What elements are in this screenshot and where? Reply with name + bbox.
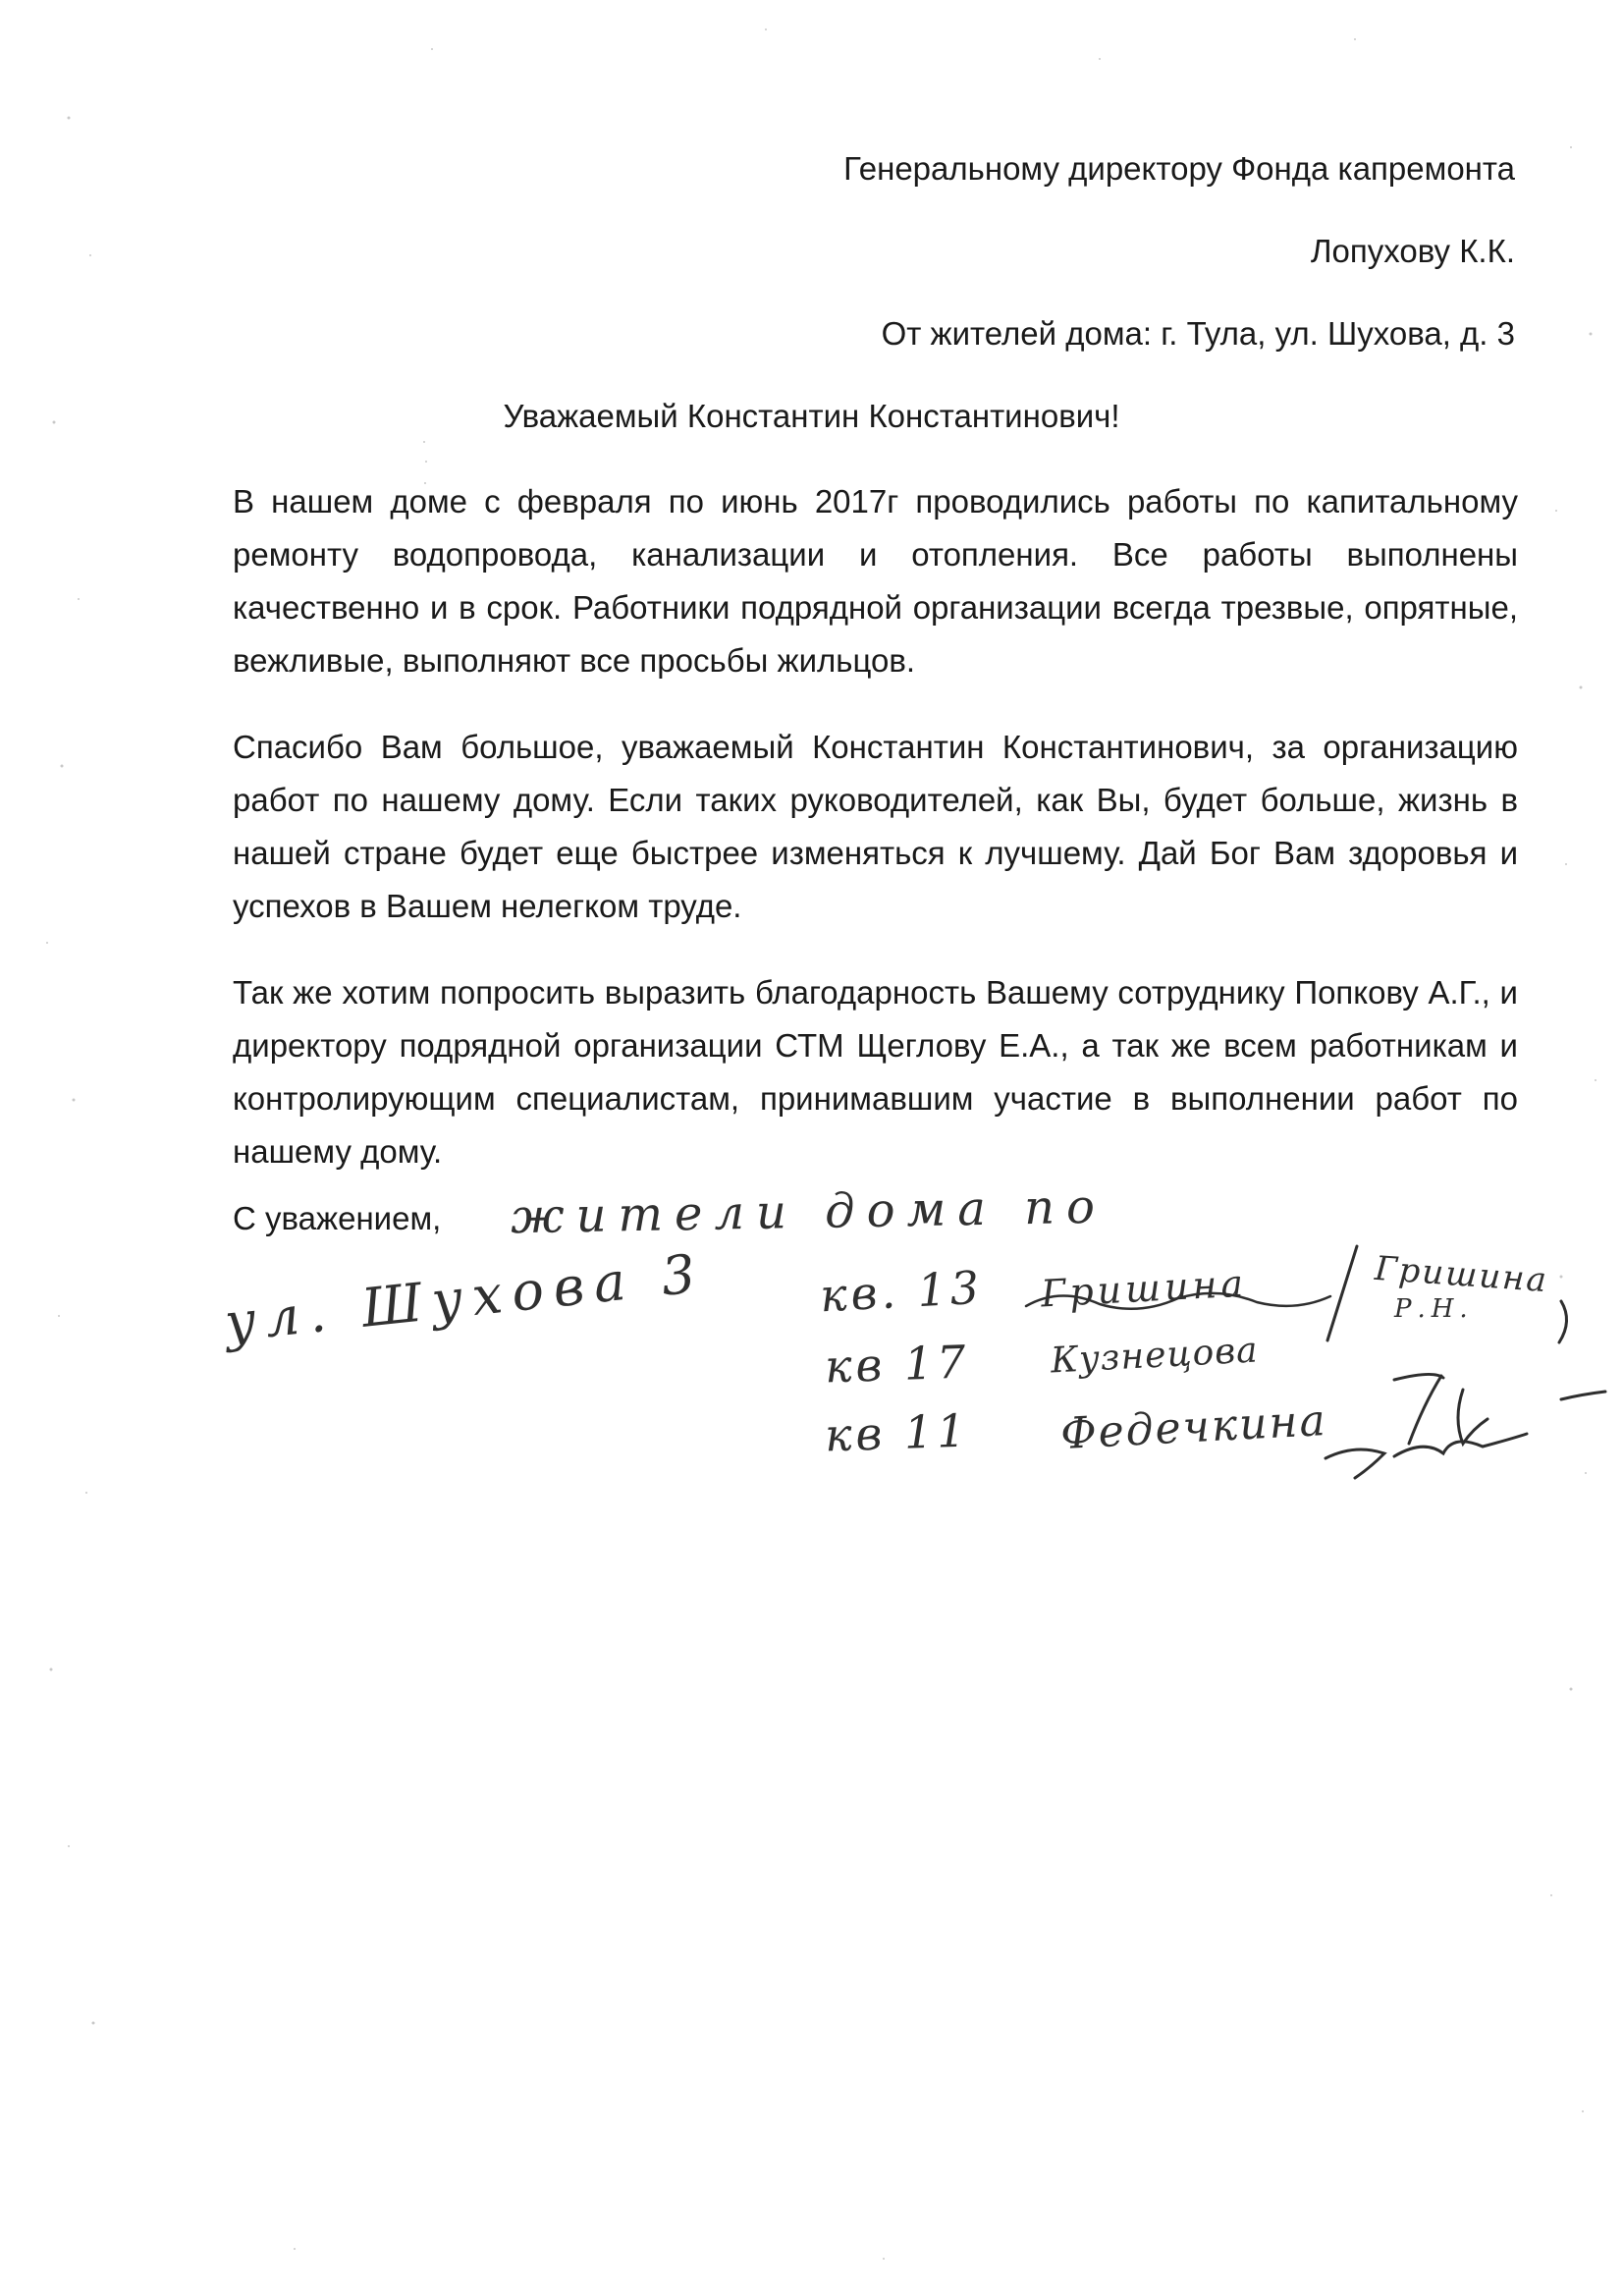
handwritten-apt-17: кв 17 <box>824 1335 971 1394</box>
salutation: Уважаемый Константин Константинович! <box>503 398 1120 434</box>
sender-line: От жителей дома: г. Тула, ул. Шухова, д. 3 <box>881 315 1515 352</box>
paragraph-1: В нашем доме с февраля по июнь 2017г проводились работы по капитальному ремонту водопровода, канализации и отопления. Все работы выполнены качественно и в срок. Работники подрядной организации всегда трезвые, опрятные, вежливые, выполняют все просьбы жильцов. <box>233 483 1518 679</box>
handwritten-apt-11: кв 11 <box>824 1403 971 1462</box>
paragraph-3: Так же хотим попросить выразить благодарность Вашему сотруднику Попкову А.Г., и директору подрядной организации СТМ Щеглову Е.А., а так же всем работникам и контролирующим специалистам, принимавшим участие в выполнении работ по нашему дому. <box>233 974 1518 1170</box>
handwritten-initials-13: Р.Н. <box>1394 1294 1474 1324</box>
handwritten-name-17: Кузнецова <box>1050 1330 1260 1382</box>
handwritten-name-11: Федечкина <box>1058 1394 1328 1460</box>
addressee-name: Лопухову К.К. <box>1310 233 1515 269</box>
handwritten-residents-line: жители дома по <box>510 1178 1108 1245</box>
signature-strokes <box>1316 1232 1610 1488</box>
signature-flourish-13 <box>1021 1277 1335 1326</box>
addressee-title: Генеральному директору Фонда капремонта <box>843 150 1515 187</box>
handwritten-name-13: Гришина <box>1373 1248 1550 1301</box>
closing: С уважением, <box>233 1200 442 1236</box>
handwritten-apt-13: кв. 13 <box>818 1260 985 1323</box>
paragraph-2: Спасибо Вам большое, уважаемый Константин Константинович, за организацию работ по нашему дому. Если таких руководителей, как Вы, будет больше, жизнь в нашей стране будет еще быстрее изменяться к лучшему. Дай Бог Вам здоровья и успехов в Вашем нелегком труде. <box>233 729 1518 924</box>
handwritten-street: ул. Шухова 3 <box>222 1241 709 1354</box>
handwritten-signature-13: Гришина <box>1039 1261 1249 1316</box>
